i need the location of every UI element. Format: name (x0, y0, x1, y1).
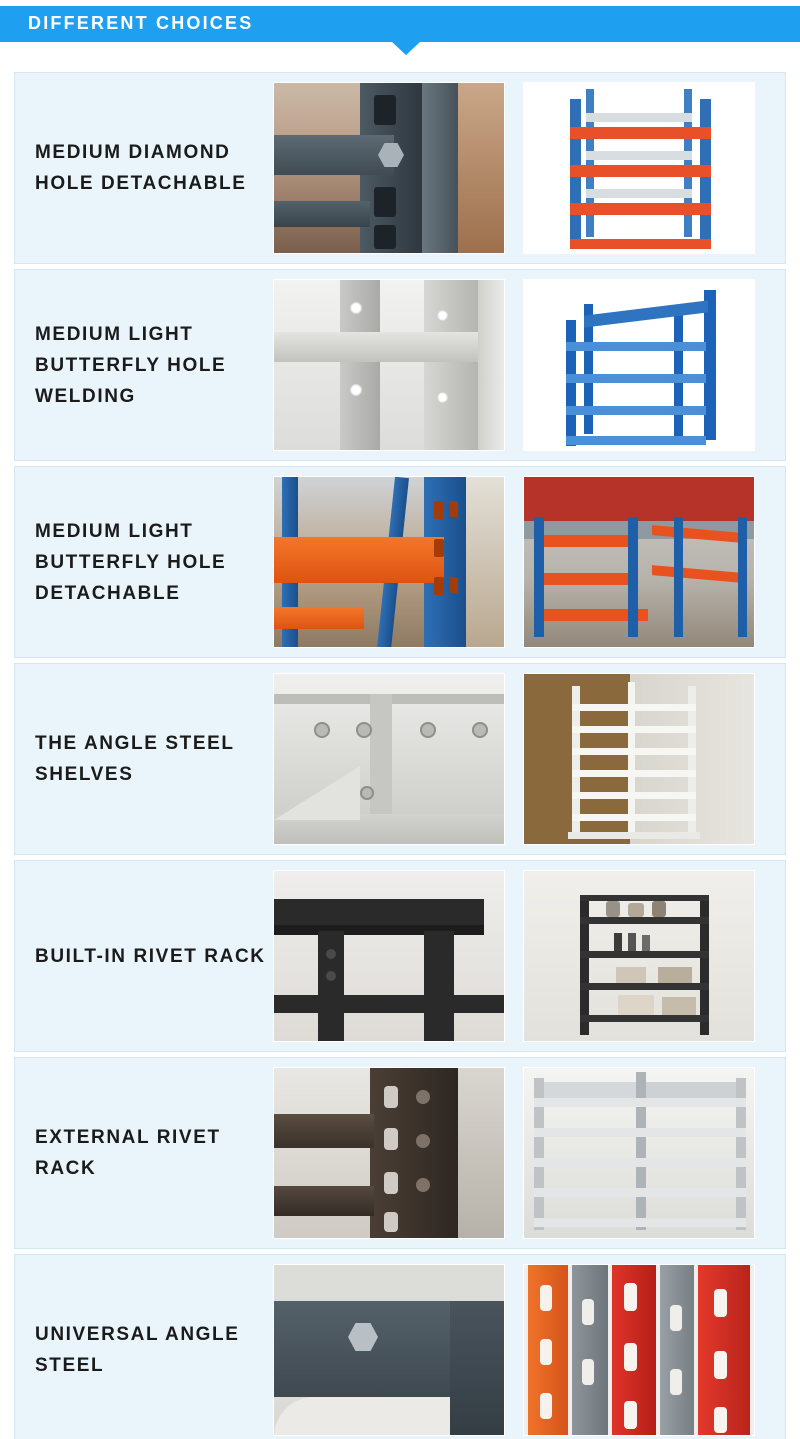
closeup-grey-beam-diamond-hole-bolt-image (273, 82, 505, 254)
list-item-label: MEDIUM LIGHT BUTTERFLY HOLE WELDING (35, 323, 227, 407)
list-item-label: THE ANGLE STEEL SHELVES (35, 733, 235, 785)
closeup-light-grey-welded-beam-image (273, 279, 505, 451)
closeup-black-built-in-rivet-joint-image (273, 870, 505, 1042)
list-item[interactable] (14, 72, 786, 264)
list-item[interactable] (14, 663, 786, 855)
list-item-images (273, 1067, 755, 1239)
list-item-images (273, 476, 755, 648)
list-item[interactable] (14, 269, 786, 461)
list-item-label: EXTERNAL RIVET RACK (35, 1127, 221, 1179)
product-galvanized-external-rivet-rack-image (523, 1067, 755, 1239)
product-black-rivet-rack-with-decor-image (523, 870, 755, 1042)
closeup-grey-angle-bracket-screws-image (273, 673, 505, 845)
list-item-images (273, 279, 755, 451)
list-item-images (273, 673, 755, 845)
list-item-label: UNIVERSAL ANGLE STEEL (35, 1324, 240, 1376)
product-all-blue-shelving-unit-image (523, 279, 755, 451)
list-item-images (273, 1264, 755, 1436)
warehouse-orange-blue-racks-image (523, 476, 755, 648)
closeup-dark-slotted-post-rivets-image (273, 1067, 505, 1239)
stacked-coloured-slotted-angle-steel-image (523, 1264, 755, 1436)
closeup-orange-beam-blue-upright-image (273, 476, 505, 648)
header-banner (0, 0, 800, 56)
list-item[interactable] (14, 860, 786, 1052)
list-item-label: BUILT-IN RIVET RACK (35, 945, 266, 967)
list-item[interactable] (14, 1057, 786, 1249)
list-item[interactable] (14, 1254, 786, 1439)
page-title: DIFFERENT CHOICES (28, 13, 254, 33)
closeup-grey-panel-hex-bolt-image (273, 1264, 505, 1436)
list-item-images (273, 82, 755, 254)
product-blue-orange-medium-duty-rack-image (523, 82, 755, 254)
list-item-label: MEDIUM DIAMOND HOLE DETACHABLE (35, 142, 247, 194)
banner-notch-icon (392, 42, 420, 55)
choices-list (14, 72, 786, 1439)
list-item-label: MEDIUM LIGHT BUTTERFLY HOLE DETACHABLE (35, 520, 227, 604)
product-white-angle-steel-shelving-image (523, 673, 755, 845)
list-item[interactable] (14, 466, 786, 658)
list-item-images (273, 870, 755, 1042)
